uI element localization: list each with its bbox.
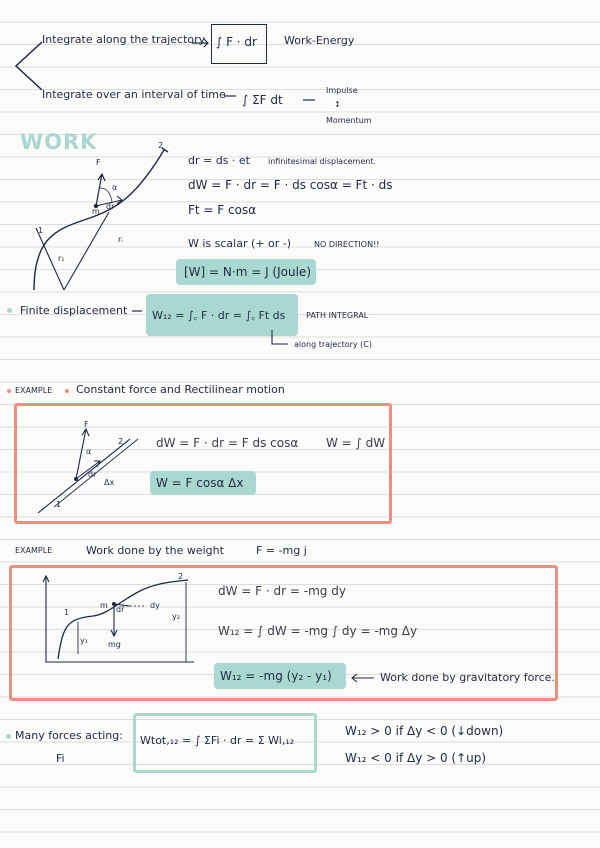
example2-label: EXAMPLE (15, 546, 53, 555)
work-mass-label: m (92, 207, 100, 216)
intro-impulse: Impulse (326, 86, 358, 95)
work-force-label: F (96, 158, 101, 167)
work-def-dr: dr = ds · et (188, 154, 250, 167)
work-point2-label: 2 (158, 141, 164, 150)
ex2-dy-label: dy (150, 601, 160, 610)
example2-title: Work done by the weight (86, 544, 224, 557)
work-title: WORK (20, 130, 98, 154)
ex1-dx-label: Δx (104, 478, 115, 487)
many-forces-cond2: W₁₂ < 0 if Δy > 0 (↑up) (345, 751, 487, 765)
finite-formula: W₁₂ = ∫꜀ F · dr = ∫꜀ Ft ds (152, 309, 286, 322)
intro-line1: Integrate along the trajectory (42, 33, 206, 46)
many-forces-bullet (6, 734, 11, 739)
trajectory-diagram (24, 140, 194, 300)
intro-momentum: Momentum (326, 116, 372, 125)
ex1-force-label: F (84, 420, 89, 429)
work-point1-label: 1 (38, 226, 44, 235)
ex1-formula1: dW = F · dr = F ds cosα (156, 436, 299, 450)
work-def-ft: Ft = F cosα (188, 203, 257, 217)
many-forces-cond1: W₁₂ > 0 if Δy < 0 (↓down) (345, 724, 504, 738)
ex1-result: W = F cosα Δx (156, 476, 244, 490)
ex1-point1-label: 1 (56, 500, 62, 509)
work-alpha-label: α (112, 183, 118, 192)
work-def-dr-note: infinitesimal displacement. (268, 157, 376, 166)
intro-line1-formula: ∫ F · dr (216, 35, 257, 49)
work-scalar-caps: NO DIRECTION!! (314, 240, 380, 249)
intro-line2: Integrate over an interval of time (42, 88, 226, 101)
example1-title: Constant force and Rectilinear motion (76, 383, 285, 396)
ex1-dr-label: dr (88, 470, 97, 479)
example1-label: EXAMPLE (15, 386, 53, 395)
many-forces-formula: Wtot,₁₂ = ∫ ΣFi · dr = Σ Wi,₁₂ (140, 734, 295, 747)
ex2-point1-label: 1 (64, 608, 70, 617)
dash-icon-2 (303, 98, 317, 102)
ex2-result-note: Work done by gravitatory force. (380, 671, 555, 684)
work-scalar-note: W is scalar (+ or -) (188, 237, 292, 250)
intro-updown-icon: ↕ (334, 100, 341, 109)
arrow-icon (192, 38, 212, 48)
dash-icon-3 (132, 309, 144, 313)
work-ri-label: rᵢ (118, 235, 123, 244)
intro-line1-result: Work-Energy (284, 34, 355, 47)
path-integral-label: PATH INTEGRAL (306, 311, 369, 320)
work-dr-label: dr (106, 202, 115, 211)
ex2-dr-label: dr (116, 605, 125, 614)
ex1-alpha-label: α (86, 447, 92, 456)
ex2-result: W₁₂ = -mg (y₂ - y₁) (220, 669, 332, 683)
ex2-y2-label: y₂ (172, 612, 180, 621)
example2-diagram (38, 574, 208, 674)
intro-line2-formula: ∫ ΣF dt (242, 93, 283, 107)
work-r1-label: r₁ (58, 254, 65, 263)
ex2-mg-label: mg (108, 640, 121, 649)
along-note: along trajectory (C) (294, 340, 373, 349)
dash-icon (224, 94, 238, 98)
ex2-formula1: dW = F · dr = -mg dy (218, 584, 346, 598)
ex1-formula2: W = ∫ dW (326, 436, 386, 450)
many-forces-sub: Fi (56, 752, 65, 765)
ex1-point2-label: 2 (118, 437, 124, 446)
example1-diagram (30, 415, 150, 515)
ex2-mass-label: m (100, 601, 108, 610)
example1-bullet (7, 389, 11, 393)
ex2-formula2: W₁₂ = ∫ dW = -mg ∫ dy = -mg Δy (218, 624, 418, 638)
work-def-dw: dW = F · dr = F · ds cosα = Ft · ds (188, 178, 393, 192)
ex2-y1-label: y₁ (80, 636, 88, 645)
example1-bullet-2 (65, 389, 69, 393)
work-units: [W] = N·m = J (Joule) (184, 265, 311, 279)
ex2-point2-label: 2 (178, 572, 184, 581)
along-arrow-icon (270, 330, 290, 350)
left-arrow-icon (350, 673, 376, 683)
example2-force: F = -mg j (256, 544, 307, 557)
finite-bullet (7, 308, 12, 313)
finite-label: Finite displacement (20, 304, 128, 317)
many-forces-label: Many forces acting: (15, 729, 123, 742)
